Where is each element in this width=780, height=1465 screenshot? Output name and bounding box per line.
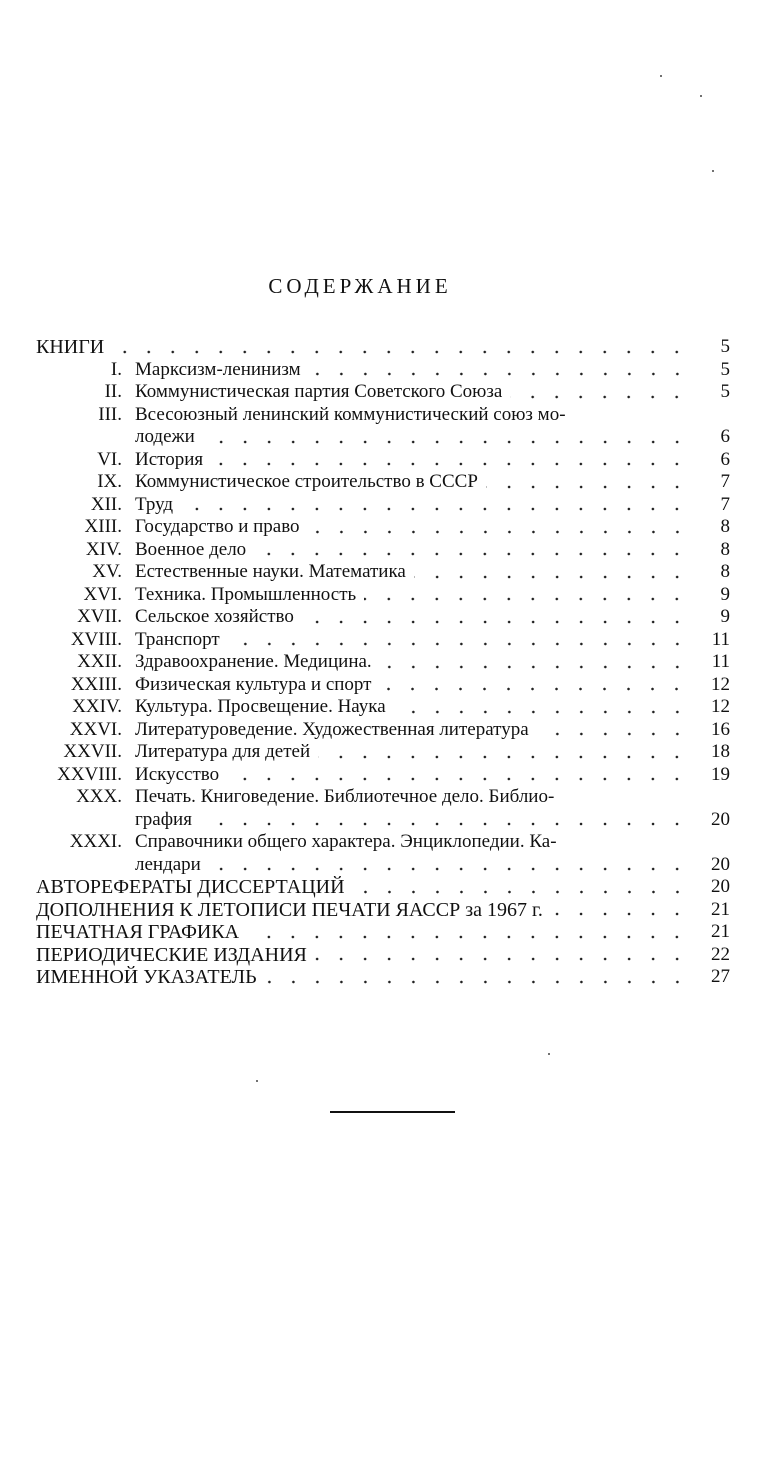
section-number: XIII. [84,516,122,537]
entry-title-continuation: графия [135,808,192,830]
toc-entry [36,674,730,697]
toc-entry [36,944,730,967]
page-number: 5 [720,336,730,357]
dot-leader [379,674,692,697]
page-number: 6 [720,448,730,470]
toc-entry [36,921,730,944]
section-number: XXVII. [63,741,122,762]
section-number: VI. [97,448,122,470]
entry-title: Культура. Просвещение. Наука [135,696,386,717]
entry-title: ИМЕННОЙ УКАЗАТЕЛЬ [36,966,257,988]
entry-title: ПЕЧАТНАЯ ГРАФИКА [36,921,240,943]
page-number: 22 [711,943,730,965]
section-number: XIV. [85,538,122,560]
dot-leader [203,426,692,449]
dot-leader [200,809,692,832]
entry-title: Труд [135,493,174,515]
page-number: 11 [711,628,730,650]
page-number: 6 [720,426,730,447]
page-number: 18 [711,741,730,762]
dot-leader [364,584,692,607]
scan-speck [712,170,714,172]
toc-entry [36,449,730,472]
page-number: 8 [720,538,730,560]
toc-entry [36,719,730,742]
page-number: 8 [720,516,730,537]
toc-entry [36,471,730,494]
toc-entry [36,899,730,922]
toc-entry [36,606,730,629]
entry-title: Транспорт [135,628,220,650]
section-number: II. [104,381,122,402]
toc-entry [36,359,730,382]
page-number: 12 [711,696,730,717]
dot-leader [247,921,692,944]
dot-leader [414,561,692,584]
page-number: 16 [711,718,730,740]
toc-entry [36,786,730,809]
dot-leader [315,944,692,967]
page-number: 7 [720,493,730,515]
dot-leader [308,516,692,539]
toc-entry [36,966,730,989]
dot-leader [302,606,692,629]
entry-title: КНИГИ [36,336,105,358]
entry-title: Техника. Промышленность [135,583,357,605]
dot-leader [510,381,692,404]
toc-entry [36,696,730,719]
entry-title-continuation: лендари [135,853,201,875]
entry-title-continuation: лодежи [135,426,195,447]
section-number: XVIII. [70,628,122,650]
dot-leader [394,696,692,719]
dot-leader [254,539,692,562]
scan-speck [660,75,662,77]
entry-title: Государство и право [135,516,300,537]
entry-title: Литература для детей [135,741,311,762]
dot-leader [486,471,692,494]
page-number: 21 [711,921,730,942]
section-number: XXII. [77,651,122,672]
entry-title: ПЕРИОДИЧЕСКИЕ ИЗДАНИЯ [36,943,307,966]
toc-entry [36,539,730,562]
page-number: 21 [711,898,730,920]
section-number: XXIV. [72,696,122,717]
entry-title: Военное дело [135,538,247,560]
dot-leader [551,899,692,922]
toc-entry-continuation [36,854,730,877]
dot-leader [209,854,692,877]
page-number: 8 [720,561,730,582]
table-of-contents [36,336,730,989]
section-number: XXIII. [70,673,122,695]
entry-title: Искусство [135,763,220,785]
entry-title: Физическая культура и спорт [135,673,372,695]
entry-title: Всесоюзный ленинский коммунистический союз мо- [135,403,566,425]
section-number: XVI. [83,583,122,605]
page-number: 19 [711,763,730,785]
dot-leader [211,449,692,472]
toc-entry [36,651,730,674]
page-number: 27 [711,966,730,987]
dot-leader [318,741,692,764]
page-number: 9 [720,583,730,605]
page-title: СОДЕРЖАНИЕ [268,274,452,298]
dot-leader [112,336,692,359]
dot-leader [227,764,692,787]
entry-title: Коммунистическая партия Советского Союза [135,381,503,402]
section-number: XV. [92,561,122,582]
scan-speck [256,1080,258,1082]
page-number: 5 [720,381,730,402]
entry-title: АВТОРЕФЕРАТЫ ДИССЕРТАЦИЙ [36,876,345,898]
page-number: 20 [711,853,730,875]
section-number: XXVIII. [57,763,122,785]
entry-title: ДОПОЛНЕНИЯ К ЛЕТОПИСИ ПЕЧАТИ ЯАССР за 1967 г. [36,898,543,921]
entry-title: Печать. Книговедение. Библиотечное дело. Библио- [135,786,555,807]
section-number: XXVI. [69,718,122,740]
section-number: IX. [97,471,122,492]
section-number: XXX. [76,786,122,807]
dot-leader [380,651,692,674]
toc-entry [36,561,730,584]
toc-entry [36,584,730,607]
page-number: 5 [720,358,730,380]
dot-leader [537,719,692,742]
entry-title: Здравоохранение. Медицина. [135,651,372,672]
toc-entry [36,336,730,359]
toc-entry [36,381,730,404]
scan-speck [700,95,702,97]
toc-entry [36,764,730,787]
toc-entry [36,629,730,652]
entry-title: Справочники общего характера. Энциклопедии. Ка- [135,831,557,852]
page-number: 20 [711,876,730,897]
dot-leader [181,494,692,517]
page-number: 20 [711,808,730,830]
toc-entry [36,516,730,539]
page-number: 9 [720,606,730,627]
page-number: 11 [711,651,730,672]
dot-leader [265,966,692,989]
dot-leader [353,876,692,899]
toc-entry [36,831,730,854]
entry-title: Сельское хозяйство [135,606,294,627]
dot-leader [309,359,692,382]
section-number: XII. [90,493,122,515]
entry-title: Коммунистическое строительство в СССР [135,471,478,492]
section-number: XXXI. [69,831,122,852]
entry-title: Естественные науки. Математика [135,561,406,582]
entry-title: Марксизм-ленинизм [135,358,301,380]
toc-entry [36,876,730,899]
section-number: I. [110,358,122,380]
scan-speck [548,1053,550,1055]
toc-entry-continuation [36,426,730,449]
entry-title: Литературоведение. Художественная литература [135,718,529,740]
section-number: XVII. [77,606,122,627]
toc-entry [36,494,730,517]
page-number: 7 [720,471,730,492]
section-number: III. [98,403,122,425]
toc-entry-continuation [36,809,730,832]
toc-entry [36,404,730,427]
dot-leader [228,629,692,652]
page-number: 12 [711,673,730,695]
toc-entry [36,741,730,764]
divider-rule [330,1111,455,1113]
entry-title: История [135,448,204,470]
